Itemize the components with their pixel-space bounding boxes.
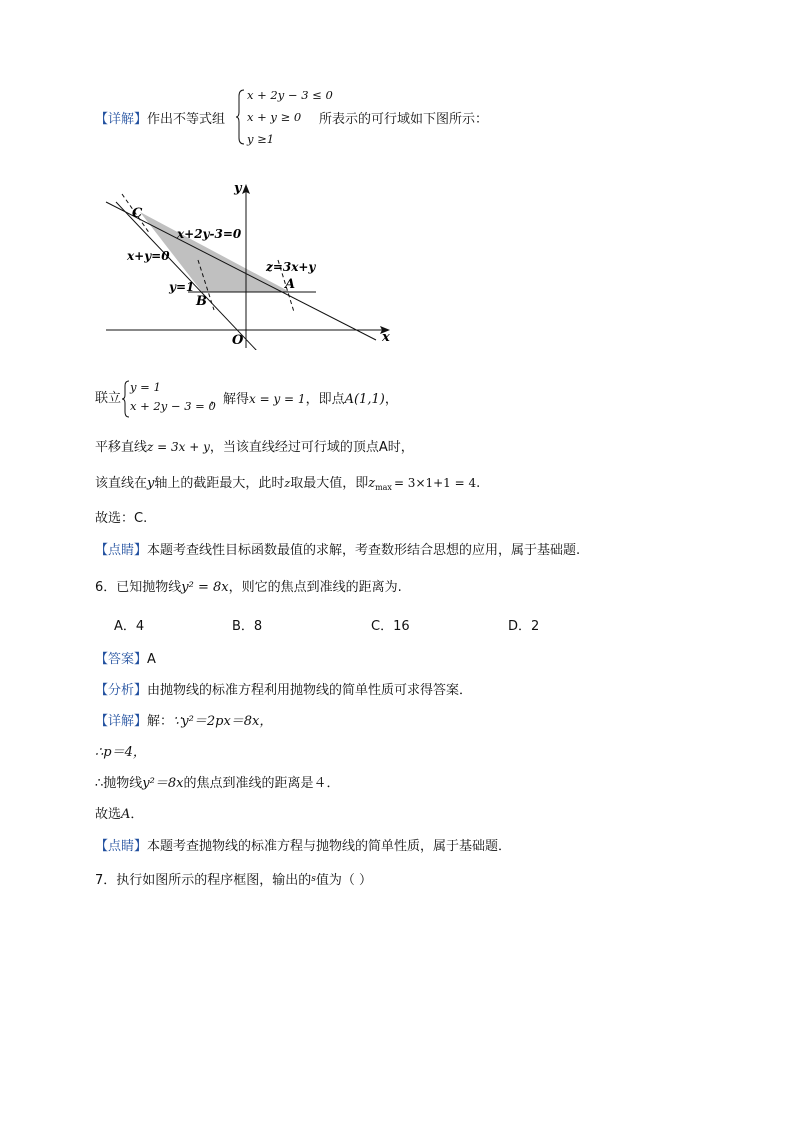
solve-system	[130, 379, 216, 415]
option-d: D．2	[508, 619, 540, 634]
point-b-label: B	[196, 294, 207, 309]
detail-line-2	[95, 713, 272, 731]
q7-s: s	[311, 874, 316, 884]
choice-a-letter: A	[121, 807, 131, 822]
translate-line	[95, 438, 414, 457]
comment-text-2: 本题考查抛物线的标准方程与抛物线的简单性质，属于基础题．	[147, 839, 512, 854]
solve-tail1: ，即点	[305, 392, 345, 407]
point-a: A(1,1)	[344, 392, 385, 407]
objective-eq: z = 3x + y	[147, 440, 210, 454]
solve-brace	[122, 380, 130, 418]
solve-line	[210, 390, 398, 409]
feasible-region-figure	[100, 178, 400, 350]
detail2-a: 解：	[147, 714, 174, 729]
intercept-a: 该直线在	[95, 476, 148, 491]
comment-tag-1: 【点睛】	[95, 543, 148, 558]
answer-value: A	[147, 652, 156, 667]
intercept-b: 轴上的截距最大，此时	[154, 476, 285, 491]
comment-tag-2: 【点睛】	[95, 839, 148, 854]
detail-pre-text: 作出不等式组	[147, 112, 226, 127]
solve-tail2: ，	[384, 392, 398, 407]
intercept-line	[95, 474, 480, 497]
point-a-label: A	[285, 277, 296, 292]
inequality-2: x + y ≥ 0	[247, 110, 302, 124]
q7-a: 7．执行如图所示的程序框图，输出的	[95, 873, 312, 888]
detail-post-text: 所表示的可行域如下图所示：	[319, 112, 489, 127]
line1-label: x+2y-3=0	[177, 227, 242, 241]
choice-c-line: 故选：C.	[95, 511, 148, 526]
solve-lead: 联立	[95, 391, 122, 406]
solve-result: x = y = 1	[249, 392, 306, 406]
q6-a: 6．已知抛物线	[95, 580, 182, 595]
point-c-label: C	[132, 206, 143, 221]
distance-eq: y²＝8x	[142, 776, 184, 791]
system-brace	[236, 88, 246, 146]
distance-line	[95, 775, 339, 793]
x-axis-label: x	[382, 330, 390, 345]
distance-b: 的焦点到准线的距离是４．	[183, 776, 340, 791]
comment-line-2	[95, 838, 511, 856]
detail-line-1	[95, 111, 225, 129]
comment-text-1: 本题考查线性目标函数最值的求解，考查数形结合思想的应用，属于基础题.	[147, 543, 581, 558]
comment-line-1	[95, 542, 580, 560]
q6-b: ，则它的焦点到准线的距离为.	[228, 580, 402, 595]
distance-a: ∴抛物线	[95, 776, 143, 791]
choice-a-pre: 故选	[95, 807, 122, 822]
solve-eq-1: y = 1	[130, 380, 161, 394]
analysis-tag: 【分析】	[95, 683, 148, 698]
detail2-eq: ∵y²＝2px＝8x，	[173, 714, 273, 729]
detail-tag: 【详解】	[95, 112, 148, 127]
var-y: y	[147, 476, 155, 491]
line2-label: x+y=0	[127, 249, 170, 263]
answer-line	[95, 651, 156, 669]
translate-a: 平移直线	[95, 440, 148, 455]
intercept-d: .	[476, 476, 481, 491]
line4-label: z=3x+y	[266, 260, 316, 274]
q7-b: 值为（ ）	[315, 873, 373, 888]
option-a: A．4	[114, 619, 145, 634]
analysis-line	[95, 682, 472, 700]
question-6	[95, 579, 402, 597]
line-x2y3	[106, 202, 376, 340]
inequality-1: x + 2y − 3 ≤ 0	[247, 88, 333, 102]
option-c: C．16	[371, 619, 410, 634]
q6-eq: y² = 8x	[181, 580, 229, 595]
analysis-text: 由抛物线的标准方程利用抛物线的简单性质可求得答案．	[147, 683, 473, 698]
origin-label: O	[232, 333, 244, 348]
intercept-c: 取最大值，即	[290, 476, 369, 491]
translate-b: ，当该直线经过可行域的顶点A时，	[209, 440, 414, 455]
inequality-3: y ≥1	[247, 132, 275, 146]
question-7	[95, 870, 372, 890]
option-b: B．8	[232, 619, 263, 634]
choice-a-end: ．	[130, 807, 144, 822]
zmax-sub: max	[375, 483, 392, 492]
solve-eq-2: x + 2y − 3 = 0	[130, 399, 216, 413]
zmax-eq: = 3×1+1 = 4	[393, 476, 477, 490]
y-axis-label: y	[234, 181, 242, 196]
detail-tag-2: 【详解】	[95, 714, 148, 729]
choice-a-line	[95, 806, 143, 824]
var-z: z	[284, 477, 291, 490]
p-value-line: ∴p＝4，	[95, 745, 146, 760]
solve-mid: ，解得	[210, 392, 250, 407]
zmax-z: z	[368, 476, 376, 491]
answer-tag: 【答案】	[95, 652, 148, 667]
line3-label: y=1	[169, 280, 195, 294]
